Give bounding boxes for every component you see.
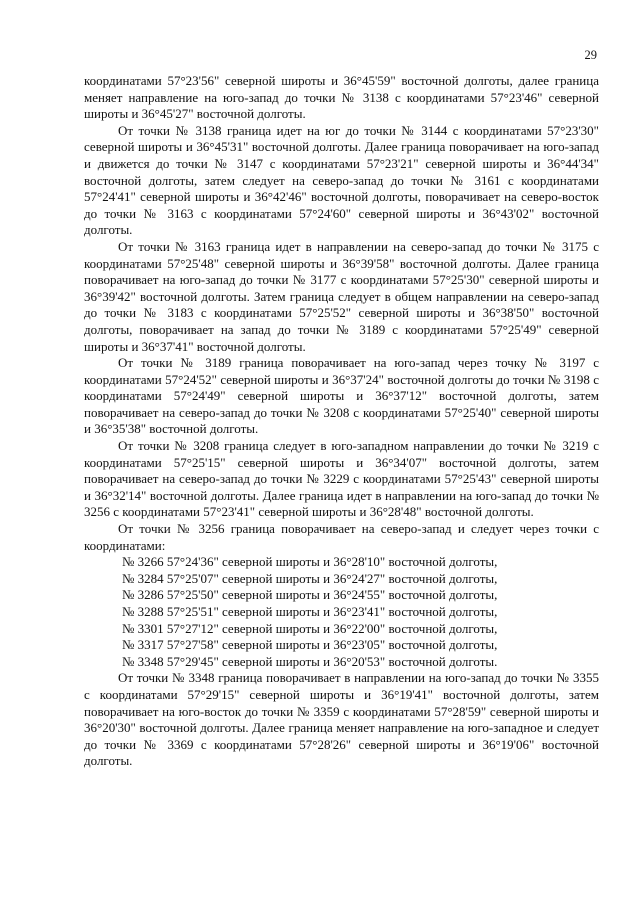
paragraph: От точки № 3189 граница поворачивает на юго-запад через точку № 3197 с координатами 57°24'52" северной широты и 36°37'24" восточной долготы до точки № 3198 с координатами 57°24'49" северной широты и 36°37'12" восточной долготы, затем поворачивает на северо-запад до точки № 3208 с координатами 57°25'40" северной широты и 36°35'38" восточной долготы. xyxy=(84,355,599,437)
list-item: № 3348 57°29'45" северной широты и 36°20'53" восточной долготы. xyxy=(122,653,498,669)
list-item: № 3266 57°24'36" северной широты и 36°28'10" восточной долготы, xyxy=(122,554,498,570)
paragraph: От точки № 3348 граница поворачивает в направлении на юго-запад до точки № 3355 с координатами 57°29'15" северной широты и 36°19'41" восточной долготы, затем поворачивает на юго-восток до точки № 3359 с координатами 57°28'59" северной широты и 36°20'30" восточной долготы. Далее граница меняет направление на юго-западное и следует до точки № 3369 с координатами 57°28'26" северной широты и 36°19'06" восточной долготы. xyxy=(84,670,599,769)
paragraph: От точки № 3163 граница идет в направлении на северо-запад до точки № 3175 с координатами 57°25'48" северной широты и 36°39'58" восточной долготы. Далее граница поворачивает на юго-запад до точки № 3177 с координатами 57°25'30" северной широты и 36°39'42" восточной долготы. Затем граница следует в общем направлении на северо-запад до точки № 3183 с координатами 57°25'52" северной широты и 36°38'50" восточной долготы, поворачивает на запад до точки № 3189 с координатами 57°25'49" северной широты и 36°37'41" восточной долготы. xyxy=(84,238,599,354)
list-item: № 3284 57°25'07" северной широты и 36°24'27" восточной долготы, xyxy=(122,570,498,586)
points-list xyxy=(84,554,599,670)
paragraph: От точки № 3138 граница идет на юг до точки № 3144 с координатами 57°23'30" северной широты и 36°45'31" восточной долготы. Далее граница поворачивает на юго-запад и движется до точки № 3147 с координатами 57°23'21" северной широты и 36°44'34" восточной долготы, затем следует на северо-запад до точки № 3161 с координатами 57°24'41" северной широты и 36°42'46" восточной долготы, поворачивает на северо-восток до точки № 3163 с координатами 57°24'60" северной широты и 36°43'02" восточной долготы. xyxy=(84,122,599,238)
list-item: № 3301 57°27'12" северной широты и 36°22'00" восточной долготы, xyxy=(122,620,498,636)
list-item: № 3286 57°25'50" северной широты и 36°24'55" восточной долготы, xyxy=(122,587,498,603)
paragraph: От точки № 3256 граница поворачивает на северо-запад и следует через точки с координатами: xyxy=(84,521,599,553)
document-body xyxy=(84,73,599,770)
page-number: 29 xyxy=(584,48,597,62)
list-item: № 3317 57°27'58" северной широты и 36°23'05" восточной долготы, xyxy=(122,637,498,653)
list-item: № 3288 57°25'51" северной широты и 36°23'41" восточной долготы, xyxy=(122,604,498,619)
paragraph: От точки № 3208 граница следует в юго-западном направлении до точки № 3219 с координатами 57°25'15" северной широты и 36°34'07" восточной долготы, затем поворачивает на северо-запад до точки № 3229 с координатами 57°25'43" северной широты и 36°32'14" восточной долготы. Далее граница идет в направлении на юго-запад до точки № 3256 с координатами 57°23'41" северной широты и 36°28'48" восточной долготы. xyxy=(84,438,599,520)
paragraph: координатами 57°23'56" северной широты и 36°45'59" восточной долготы, далее граница меняет направление на юго-запад до точки № 3138 с координатами 57°23'46" северной широты и 36°45'27" восточной долготы. xyxy=(84,73,599,122)
